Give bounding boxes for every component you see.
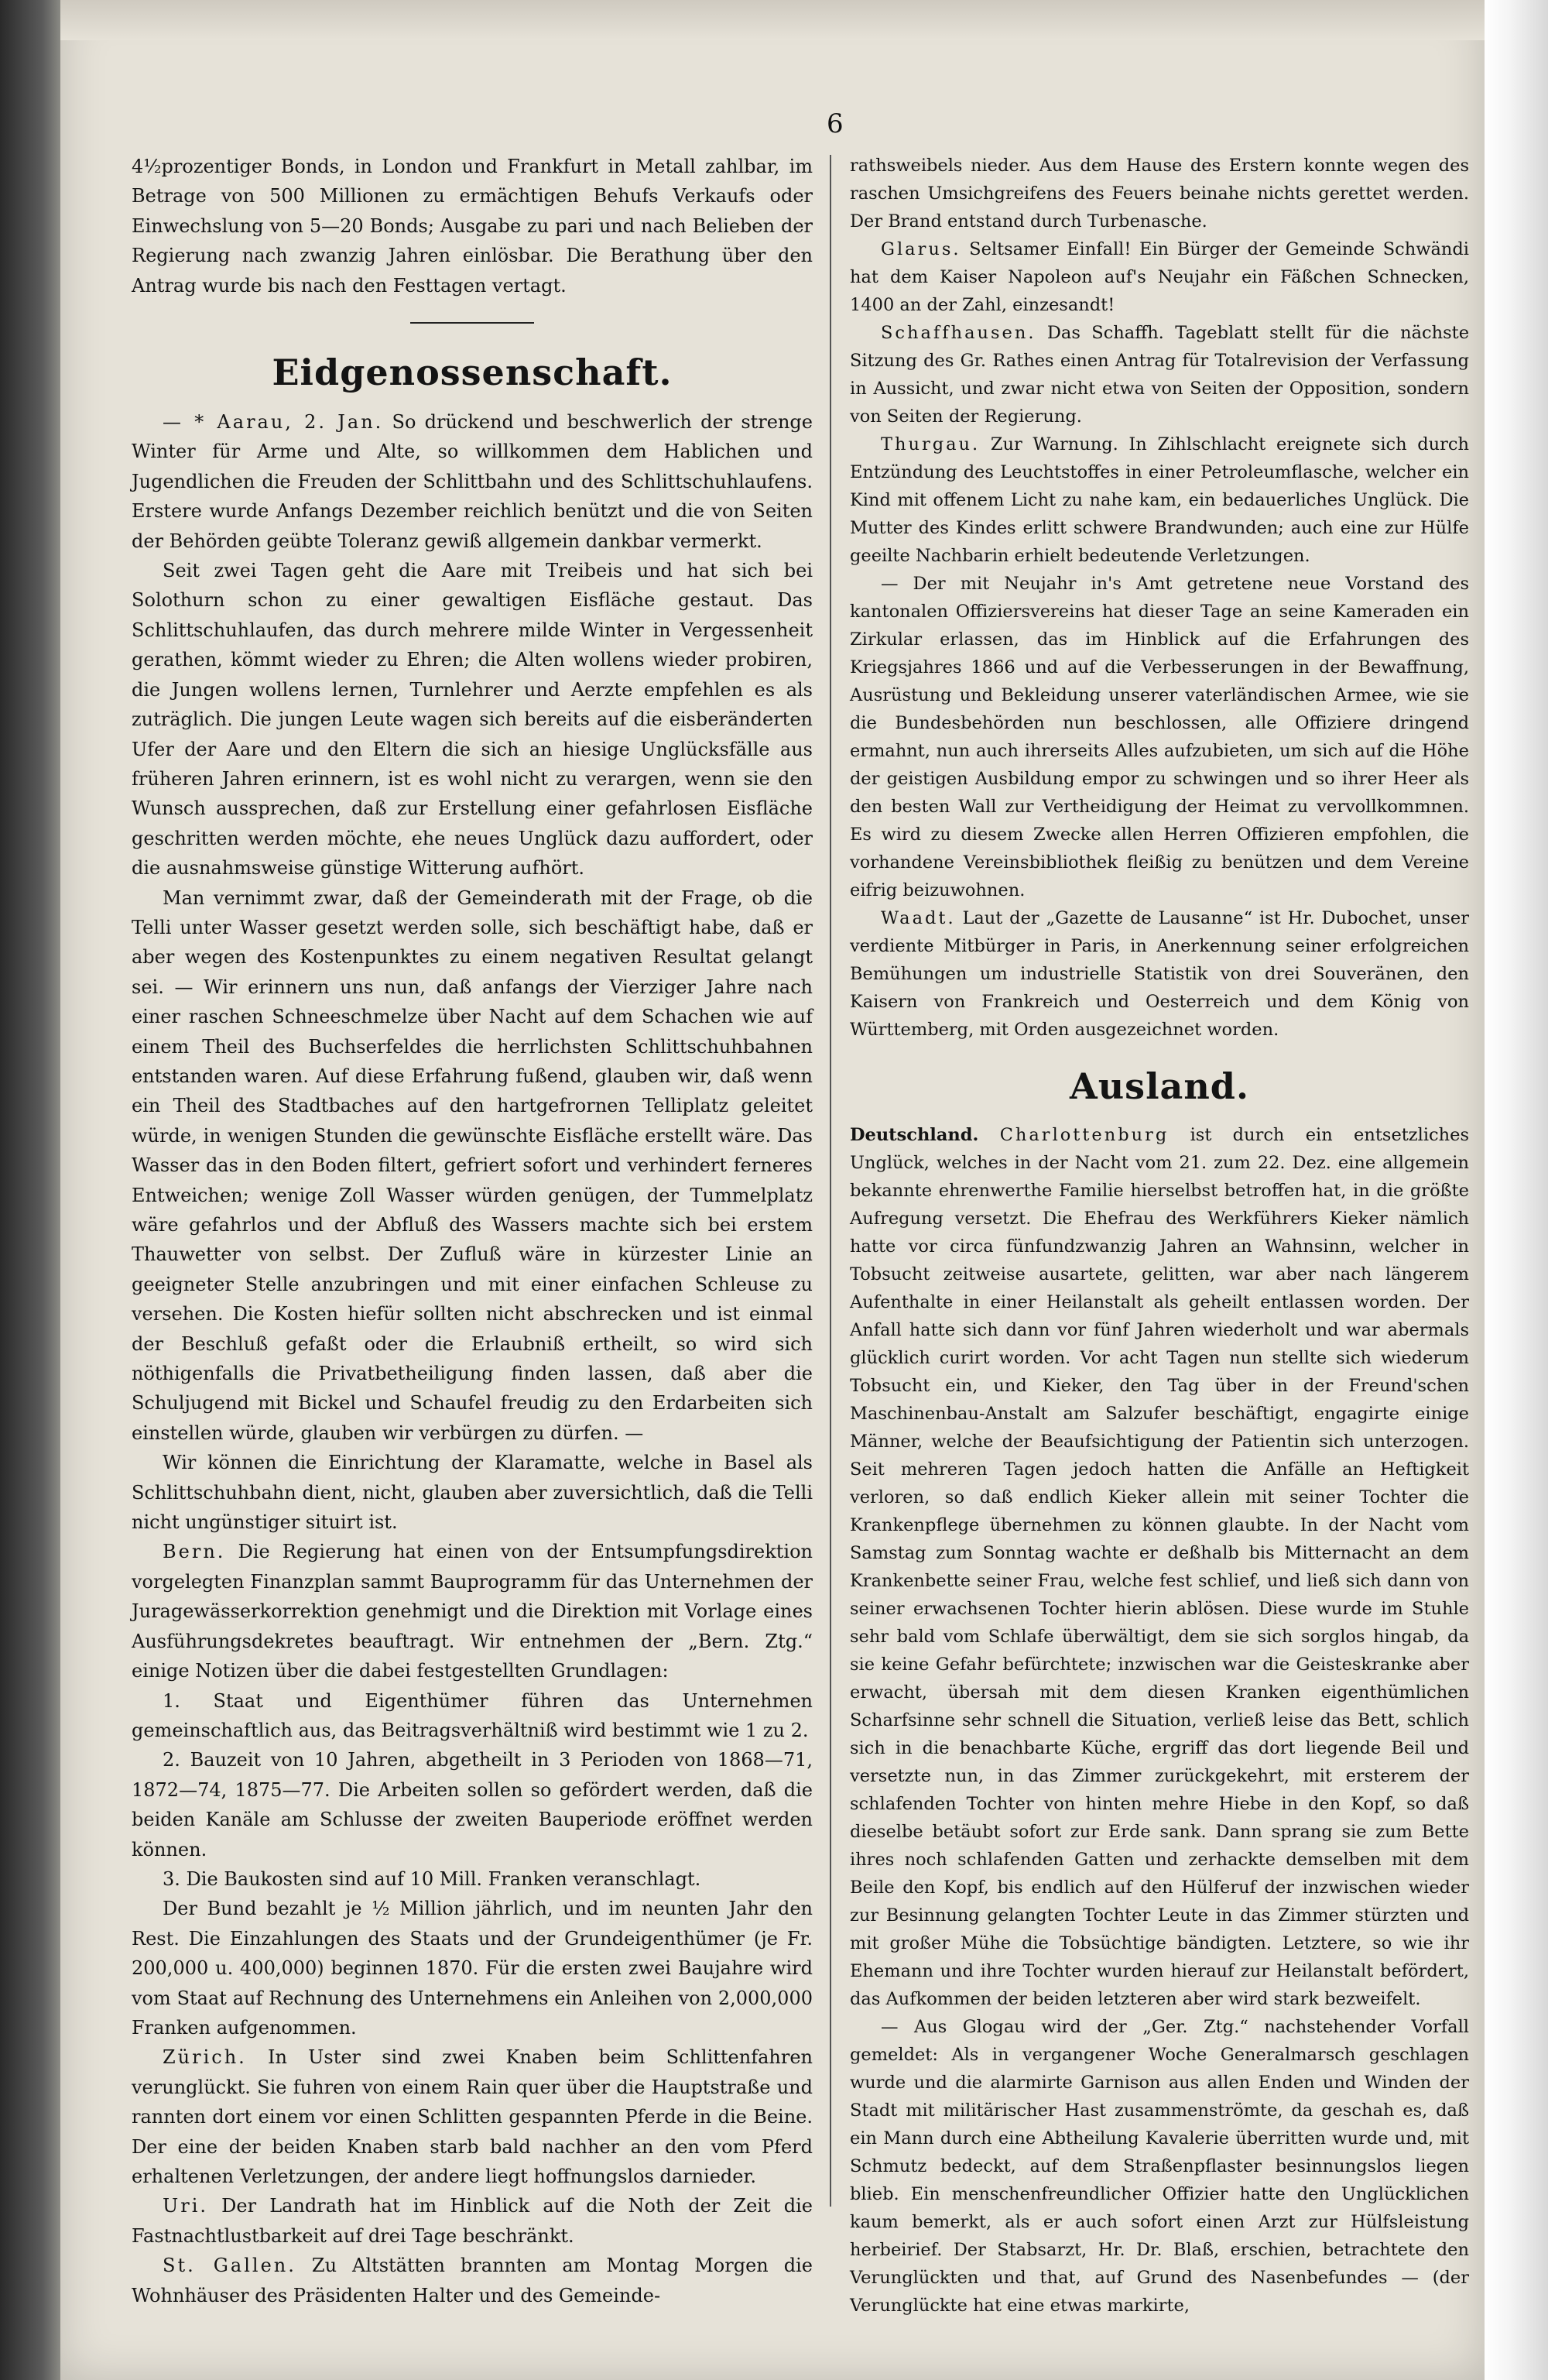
glogau-article: — Aus Glogau wird der „Ger. Ztg.“ nachstehender Vorfall gemeldet: Als in vergangener Woche Generalmarsch geschlagen wurde und die alarmirte Garnison aus allen Enden und Winden der Stadt mit militärischer Hast zusammenströmte, da geschah es, daß ein Mann durch eine Abtheilung Kavalerie überritten wurde und, mit Schmutz bedeckt, auf dem Straßenpflaster besinnungslos liegen blieb. Ein menschenfreundlicher Offizier hatte den Unglücklichen kaum bemerkt, als er auch sofort einen Arzt zur Hülfsleistung herbeirief. Der Stabsarzt, Hr. Dr. Blaß, erschien, betrachtete den Verunglückten und that, auf Grund des Nasenbefundes — (der Verunglückte hat eine etwas markirte, <box>850 2017 1469 2316</box>
section-heading-eidgenossenschaft: Eidgenossenschaft. <box>272 352 673 394</box>
section-heading-ausland: Ausland. <box>1070 1065 1249 1107</box>
stgallen-place: St. Gallen. <box>163 2255 296 2277</box>
aarau-text-1: So drückend und beschwerlich der strenge Winter für Arme und Alte, so willkommen dem Hablichen und Jugendlichen die Freuden der Schlittbahn und des Schlittschuhlaufens. Erstere wurde Anfangs Dezember reichlich benützt und die von Seiten der Behörden geübte Toleranz gewiß allgemein dankbar vermerkt. <box>132 411 813 552</box>
left-column <box>132 152 813 2310</box>
deutschland-text: ist durch ein entsetzliches Unglück, welches in der Nacht vom 21. zum 22. Dez. eine allgemein bekannte ehrenwerthe Familie hierselbst betroffen hat, in die größte Aufregung versetzt. Die Ehefrau des Werkführers Kieker nämlich hatte vor circa fünfundzwanzig Jahren an Wahnsinn, welcher in Tobsucht zeitweise ausartete, gelitten, war aber nach längerem Aufenthalte in einer Heilanstalt als geheilt entlassen worden. Der Anfall hatte sich dann vor fünf Jahren wiederholt und war abermals glücklich curirt worden. Vor acht Tagen nun stellte sich wiederum Tobsucht ein, und Kieker, den Tag über in der Freund'schen Maschinenbau-Anstalt am Salzufer beschäftigt, engagirte einige Männer, welche der Beaufsichtigung der Patientin sich unterzogen. Seit mehreren Tagen jedoch hatten die Anfälle an Heftigkeit verloren, so daß endlich Kieker allein mit seiner Tochter die Krankenpflege übernehmen zu können glaubte. In der Nacht vom Samstag zum Sonntag wachte er deßhalb bis Mitternacht an dem Krankenbette seiner Frau, welche fest schlief, und ließ sich dann von seiner erwachsenen Tochter hierin ablösen. Diese wurde im Stuhle sehr bald vom Schlafe überwältigt, dem sie sich sorglos hingab, da sie keine Gefahr befürchtete; inzwischen war die Geisteskranke aber erwacht, übersah mit dem diesen Kranken eigenthümlichen Scharfsinne sehr schnell die Situation, verließ leise das Bett, schlich sich in die benachbarte Küche, ergriff das dort liegende Beil und versetzte nun, in das Zimmer zurückgekehrt, mit ersterem der schlafenden Tochter von hinten mehre Hiebe in den Kopf, so daß dieselbe betäubt sofort zur Erde sank. Dann sprang sie zum Bette ihres noch schlafenden Gatten und zerhackte demselben mit dem Beile den Kopf, bis endlich auf den Hülferuf der inzwischen wieder zur Besinnung gelangten Tochter Leute in das Zimmer stürzten und mit großer Mühe die Tobsüchtige bändigten. Letztere, so wie ihr Ehemann und ihre Tochter wurden hierauf zur Heilanstalt befördert, das Aufkommen der beiden letzteren aber wird stark bezweifelt. <box>850 1125 1470 2009</box>
right-column <box>850 152 1469 2320</box>
intro-paragraph: 4½prozentiger Bonds, in London und Frankfurt in Metall zahlbar, im Betrage von 500 Millionen zu ermächtigen Behufs Verkaufs oder Einwechslung von 5—20 Bonds; Ausgabe zu pari und nach Belieben der Regierung nach zwanzig Jahren einlösbar. Die Berathung über den Antrag wurde bis nach den Festtagen vertagt. <box>132 156 813 297</box>
page-top-edge <box>60 0 1485 40</box>
deutschland-lead: Deutschland. <box>850 1125 979 1145</box>
bern-list-item: 1. Staat und Eigenthümer führen das Unternehmen gemeinschaftlich aus, das Beitragsverhältniß wird bestimmt wie 1 zu 2. <box>132 1689 813 1741</box>
thurgau-paragraph-2: — Der mit Neujahr in's Amt getretene neue Vorstand des kantonalen Offiziersvereins hat dieser Tage an seine Kameraden ein Zirkular erlassen, das im Hinblick auf die Erfahrungen des Kriegsjahres 1866 und auf die Verbesserungen in der Bewaffnung, Ausrüstung und Bekleidung unserer vaterländischen Armee, wie sie die Bundesbehörden nun beschlossen, alle Offiziere dringend ermahnt, nun auch ihrerseits Alles aufzubieten, um sich auf die Höhe der geistigen Ausbildung empor zu schwingen und so ihrer Heer als den besten Wall zur Vertheidigung der Heimat zu vervollkommnen. Es wird zu diesem Zwecke allen Herren Offizieren empfohlen, die vorhandene Vereinsbibliothek fleißig zu benützen und dem Vereine eifrig beizuwohnen. <box>850 574 1469 900</box>
glarus-article <box>850 235 1469 319</box>
zuerich-text: In Uster sind zwei Knaben beim Schlittenfahren verunglückt. Sie fuhren von einem Rain quer über die Hauptstraße und rannten dort einem vor einen Schlitten gespannten Pferde in die Beine. Der eine der beiden Knaben starb bald nachher an den vom Pferd erhaltenen Verletzungen, der andere liegt hoffnungslos darnieder. <box>132 2046 813 2187</box>
thurgau-place: Thurgau. <box>881 434 981 454</box>
book-spine <box>0 0 60 2380</box>
uri-place: Uri. <box>163 2195 209 2217</box>
page-number: 6 <box>827 108 844 139</box>
section-divider <box>410 322 534 324</box>
column-divider <box>830 155 831 2207</box>
glarus-text: Seltsamer Einfall! Ein Bürger der Gemeinde Schwändi hat dem Kaiser Napoleon auf's Neujahr ein Fäßchen Schnecken, 1400 an der Zahl, einzesandt! <box>850 239 1470 315</box>
aarau-paragraph-2: Seit zwei Tagen geht die Aare mit Treibeis und hat sich bei Solothurn schon zu einer gewaltigen Eisfläche gestaut. Das Schlittschuhlaufen, das durch mehrere milde Winter in Vergessenheit gerathen, kömmt wieder zu Ehren; die Alten wollens wieder probiren, die Jungen wollens lernen, Turnlehrer und Aerzte empfehlen es als zuträglich. Die jungen Leute wagen sich bereits auf die eisberänderten Ufer der Aare und den Eltern die sich an hiesige Unglücksfälle aus früheren Jahren erinnern, ist es wohl nicht zu verargen, wenn sie den Wunsch aussprechen, daß zur Erstellung einer gefahrlosen Eisfläche geschritten werden möchte, ehe neues Unglück dazu auffordert, oder die ausnahmsweise günstige Witterung aufhört. <box>132 560 813 880</box>
zuerich-place: Zürich. <box>163 2046 247 2069</box>
thurgau-text-1: Zur Warnung. In Zihlschlacht ereignete sich durch Entzündung des Leuchtstoffes in einer Petroleumflasche, welcher ein Kind mit offenem Licht zu nahe kam, ein bedauerliches Unglück. Die Mutter des Kindes erlitt schwere Brandwunden; auch eine zur Hülfe geeilte Nachbarin erhielt bedeutende Verletzungen. <box>850 434 1470 566</box>
stgallen-text: Zu Altstätten brannten am Montag Morgen die Wohnhäuser des Präsidenten Halter und des Gemeinde- <box>132 2255 813 2306</box>
bern-list-item: 2. Bauzeit von 10 Jahren, abgetheilt in 3 Perioden von 1868—71, 1872—74, 1875—77. Die Arbeiten sollen so gefördert werden, daß die beiden Kanäle am Schlusse der zweiten Bauperiode eröffnet werden können. <box>132 1749 813 1860</box>
schaffhausen-place: Schaffhausen. <box>881 323 1036 343</box>
aarau-paragraph-3: Man vernimmt zwar, daß der Gemeinderath mit der Frage, ob die Telli unter Wasser gesetzt werden solle, sich beschäftigt habe, daß er aber wegen des Kostenpunktes zu einem negativen Resultat gelangt sei. — Wir erinnern uns nun, daß anfangs der Vierziger Jahre nach einer raschen Schneeschmelze über Nacht auf dem Schachen wie auf einem Theil des Buchserfeldes die herrlichsten Schlittschuhbahnen entstanden waren. Auf diese Erfahrung fußend, glauben wir, daß wenn ein Theil des Stadtbaches auf den hartgefrornen Telliplatz geleitet würde, in wenigen Stunden die gewünschte Eisfläche erstellt wäre. Das Wasser das in den Boden filtert, gefriert sofort und verhindert ferneres Entweichen; wenige Zoll Wasser würden genügen, der Tummelplatz wäre gefahrlos und der Abfluß des Wassers machte sich bei erstem Thauwetter von selbst. Der Zufluß wäre in kürzester Linie an geeigneter Stelle anzubringen und mit einer einfachen Schleuse zu versehen. Die Kosten hiefür sollten nicht abschrecken und ist einmal der Beschluß gefaßt oder die Erlaubniß ertheilt, so wird sich nöthigenfalls die Privatbetheiligung finden lassen, daß aber die Schuljugend mit Bickel und Schaufel freudig zu den Erdarbeiten sich einstellen würde, glauben wir verbürgen zu dürfen. — <box>132 886 813 1444</box>
aarau-place: — * Aarau, 2. Jan. <box>163 411 384 434</box>
charlottenburg-place: Charlottenburg <box>999 1125 1170 1145</box>
stgallen-article <box>132 2251 813 2310</box>
bern-text-1: Die Regierung hat einen von der Entsumpfungsdirektion vorgelegten Finanzplan sammt Bauprogramm für das Unternehmen der Juragewässerkorrektion genehmigt und die Direktion mit Vorlage eines Ausführungsdekretes beauftragt. Wir entnehmen der „Bern. Ztg.“ einige Notizen über die dabei festgestellten Grundlagen: <box>132 1541 813 1682</box>
bern-article <box>132 1537 813 1686</box>
aarau-paragraph-4: Wir können die Einrichtung der Klaramatte, welche in Basel als Schlittschuhbahn dient, nicht, glauben aber zuversichtlich, daß die Telli nicht ungünstiger situirt ist. <box>132 1452 813 1534</box>
schaffhausen-text: Das Schaffh. Tageblatt stellt für die nächste Sitzung des Gr. Rathes einen Antrag für Totalrevision der Verfassung in Aussicht, und zwar nicht etwa von Seiten der Opposition, sondern von Seiten der Regierung. <box>850 323 1470 427</box>
aarau-article <box>132 407 813 556</box>
deutschland-article <box>850 1121 1469 2013</box>
thurgau-article <box>850 430 1469 570</box>
stgallen-continuation: rathsweibels nieder. Aus dem Hause des Erstern konnte wegen des raschen Umsichgreifens des Feuers beinahe nichts gerettet werden. Der Brand entstand durch Turbenasche. <box>850 156 1469 231</box>
waadt-text: Laut der „Gazette de Lausanne“ ist Hr. Dubochet, unser verdiente Mitbürger in Paris, in Anerkennung seiner erfolgreichen Bemühungen um industrielle Statistik von drei Souveränen, den Kaisern von Frankreich und Oesterreich und dem König von Württemberg, mit Orden ausgezeichnet worden. <box>850 908 1469 1040</box>
page-right-margin <box>1485 0 1548 2380</box>
bern-paragraph-2: Der Bund bezahlt je ½ Million jährlich, und im neunten Jahr den Rest. Die Einzahlungen des Staats und der Grundeigenthümer (je Fr. 200,000 u. 400,000) beginnen 1870. Für die ersten zwei Baujahre wird vom Staat auf Rechnung des Unternehmens ein Anleihen von 2,000,000 Franken aufgenommen. <box>132 1898 813 2039</box>
uri-text: Der Landrath hat im Hinblick auf die Noth der Zeit die Fastnachtlustbarkeit auf drei Tage beschränkt. <box>132 2195 813 2247</box>
uri-article <box>132 2191 813 2251</box>
waadt-place: Waadt. <box>881 908 956 928</box>
bern-list-item: 3. Die Baukosten sind auf 10 Mill. Franken veranschlagt. <box>163 1867 701 1890</box>
glarus-place: Glarus. <box>881 239 961 259</box>
bern-place: Bern. <box>163 1541 226 1563</box>
waadt-article <box>850 904 1469 1044</box>
zuerich-article <box>132 2042 813 2191</box>
schaffhausen-article <box>850 319 1469 430</box>
